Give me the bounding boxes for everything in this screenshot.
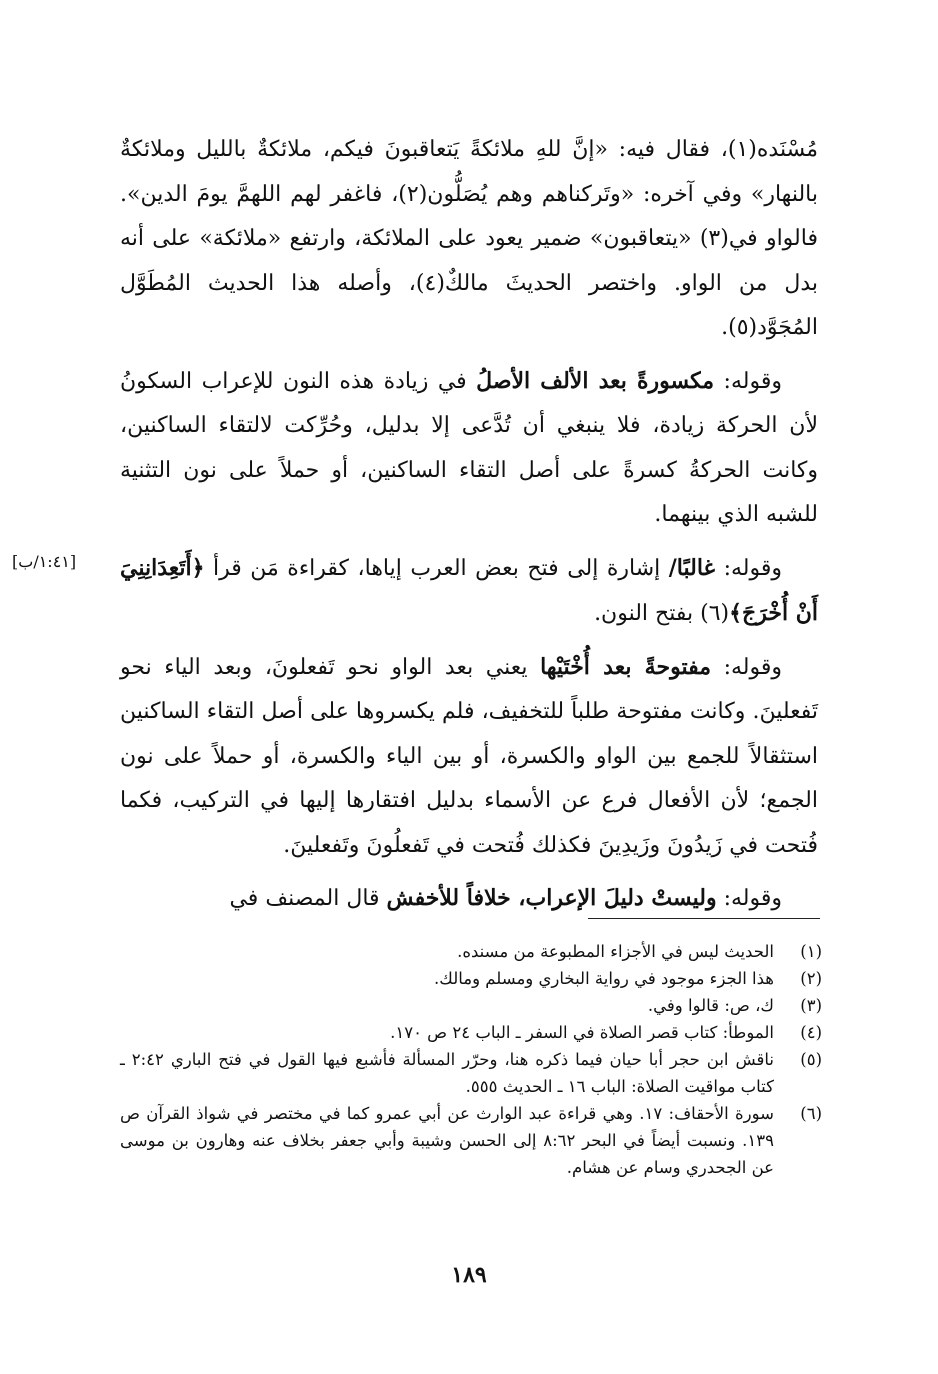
footnote-3 <box>120 992 822 1019</box>
footnote-2 <box>120 965 822 992</box>
quran-verse: ﴿أَتَعِدَانِنِيَ أَنْ أُخْرَجَ﴾ <box>120 554 818 626</box>
main-text <box>120 128 818 930</box>
footnote-5 <box>120 1046 822 1100</box>
paragraph-4-quote: مفتوحةً بعد أُخْتَيْها <box>540 653 711 680</box>
footnote-text: الموطأ: كتاب قصر الصلاة في السفر ـ الباب ٢٤ ص ١٧٠. <box>390 1023 774 1042</box>
footnote-number: (٣) <box>800 996 822 1015</box>
paragraph-2-lead: وقوله: <box>714 368 782 394</box>
footnote-text: ناقش ابن حجر أبا حيان فيما ذكره هنا، وحرّر المسألة فأشبع فيها القول في فتح الباري ٢:٤٢ ـ كتاب مواقيت الصلاة: الباب ١٦ ـ الحديث ٥٥٥. <box>120 1050 774 1096</box>
paragraph-4 <box>120 645 818 869</box>
paragraph-2 <box>120 359 818 538</box>
footnote-number: (١) <box>800 942 822 961</box>
footnote-6 <box>120 1100 822 1181</box>
paragraph-4-lead: وقوله: <box>711 654 782 680</box>
footnote-number: (٢) <box>800 969 822 988</box>
paragraph-3 <box>120 546 818 637</box>
footnote-number: (٦) <box>800 1104 822 1123</box>
paragraph-3-text: إشارة إلى فتح بعض العرب إياها، كقراءة مَن قرأ <box>204 555 669 581</box>
paragraph-1-text: مُسْنَده(١)، فقال فيه: «إنَّ للهِ ملائكةً يَتعاقبونَ فيكم، ملائكةٌ بالليل وملائكةٌ بالنهار» وفي آخره: «وتَركناهم وهم يُصَلُّون(٢)، فاغفر لهم اللهمَّ يومَ الدين». فالواو في(٣) «يتعاقبون» ضمير يعود على الملائكة، وارتفع «ملائكة» على أنه بدل من الواو. واختصر الحديثَ مالكٌ(٤)، وأصله هذا الحديث المُطَوَّل المُجَوَّد(٥). <box>120 137 819 340</box>
paragraph-4-text: يعني بعد الواو نحو تَفعلونَ، وبعد الياء نحو تَفعلينَ. وكانت مفتوحة طلباً للتخفيف، فلم يكسروها على أصل التقاء الساكنين استثقالاً للجمع بين الواو والكسرة، أو بين الياء والكسرة، أو حملاً على نون الجمع؛ لأن الأفعال فرع عن الأسماء بدليل افتقارها إليها في التركيب، فكما فُتحت في زَيدُونَ وزَيدِينَ فكذلك فُتحت في تَفعلُونَ وتَفعلينَ. <box>120 654 819 858</box>
footnotes <box>120 938 822 1181</box>
footnote-1 <box>120 938 822 965</box>
paragraph-3-quote: غالبًا/ <box>668 554 716 581</box>
footnote-divider <box>588 918 820 919</box>
paragraph-3-end: (٦) بفتح النون. <box>594 601 730 626</box>
footnote-text: سورة الأحقاف: ١٧. وهي قراءة عبد الوارث عن أبي عمرو كما في مختصر في شواذ القرآن ص ١٣٩. ونسبت أيضاً في البحر ٨:٦٢ إلى الحسن وشيبة وأبي جعفر بخلاف عنه وهارون بن موسى عن الجحدري وسام عن هشام. <box>120 1104 774 1177</box>
manuscript-folio-reference: [١:٤١/ب] <box>12 552 77 571</box>
paragraph-5-quote: وليستْ دليلَ الإعراب، خلافاً للأخفش <box>386 885 717 911</box>
footnote-4 <box>120 1019 822 1046</box>
footnote-text: هذا الجزء موجود في رواية البخاري ومسلم ومالك. <box>434 969 774 988</box>
footnote-text: ك، ص: قالوا وفي. <box>647 996 774 1015</box>
paragraph-2-quote: مكسورةً بعد الألف الأصلُ <box>476 367 715 394</box>
footnote-text: الحديث ليس في الأجزاء المطبوعة من مسنده. <box>457 942 774 961</box>
paragraph-5 <box>120 876 818 922</box>
paragraph-5-lead: وقوله: <box>716 886 782 911</box>
paragraph-3-lead: وقوله: <box>715 555 782 581</box>
page-number: ١٨٩ <box>451 1262 487 1288</box>
paragraph-5-text: قال المصنف في <box>229 886 387 911</box>
paragraph-2-text: في زيادة هذه النون للإعراب السكونُ لأن الحركة زيادة، فلا ينبغي أن تُدَّعى إلا بدليل، وحُرِّكت لالتقاء الساكنين، وكانت الحركةُ كسرةً على أصل التقاء الساكنين، أو حملاً على نون التثنية للشبه الذي بينهما. <box>120 368 818 527</box>
footnote-number: (٤) <box>800 1023 822 1042</box>
paragraph-1 <box>120 128 818 351</box>
footnote-number: (٥) <box>800 1050 822 1069</box>
